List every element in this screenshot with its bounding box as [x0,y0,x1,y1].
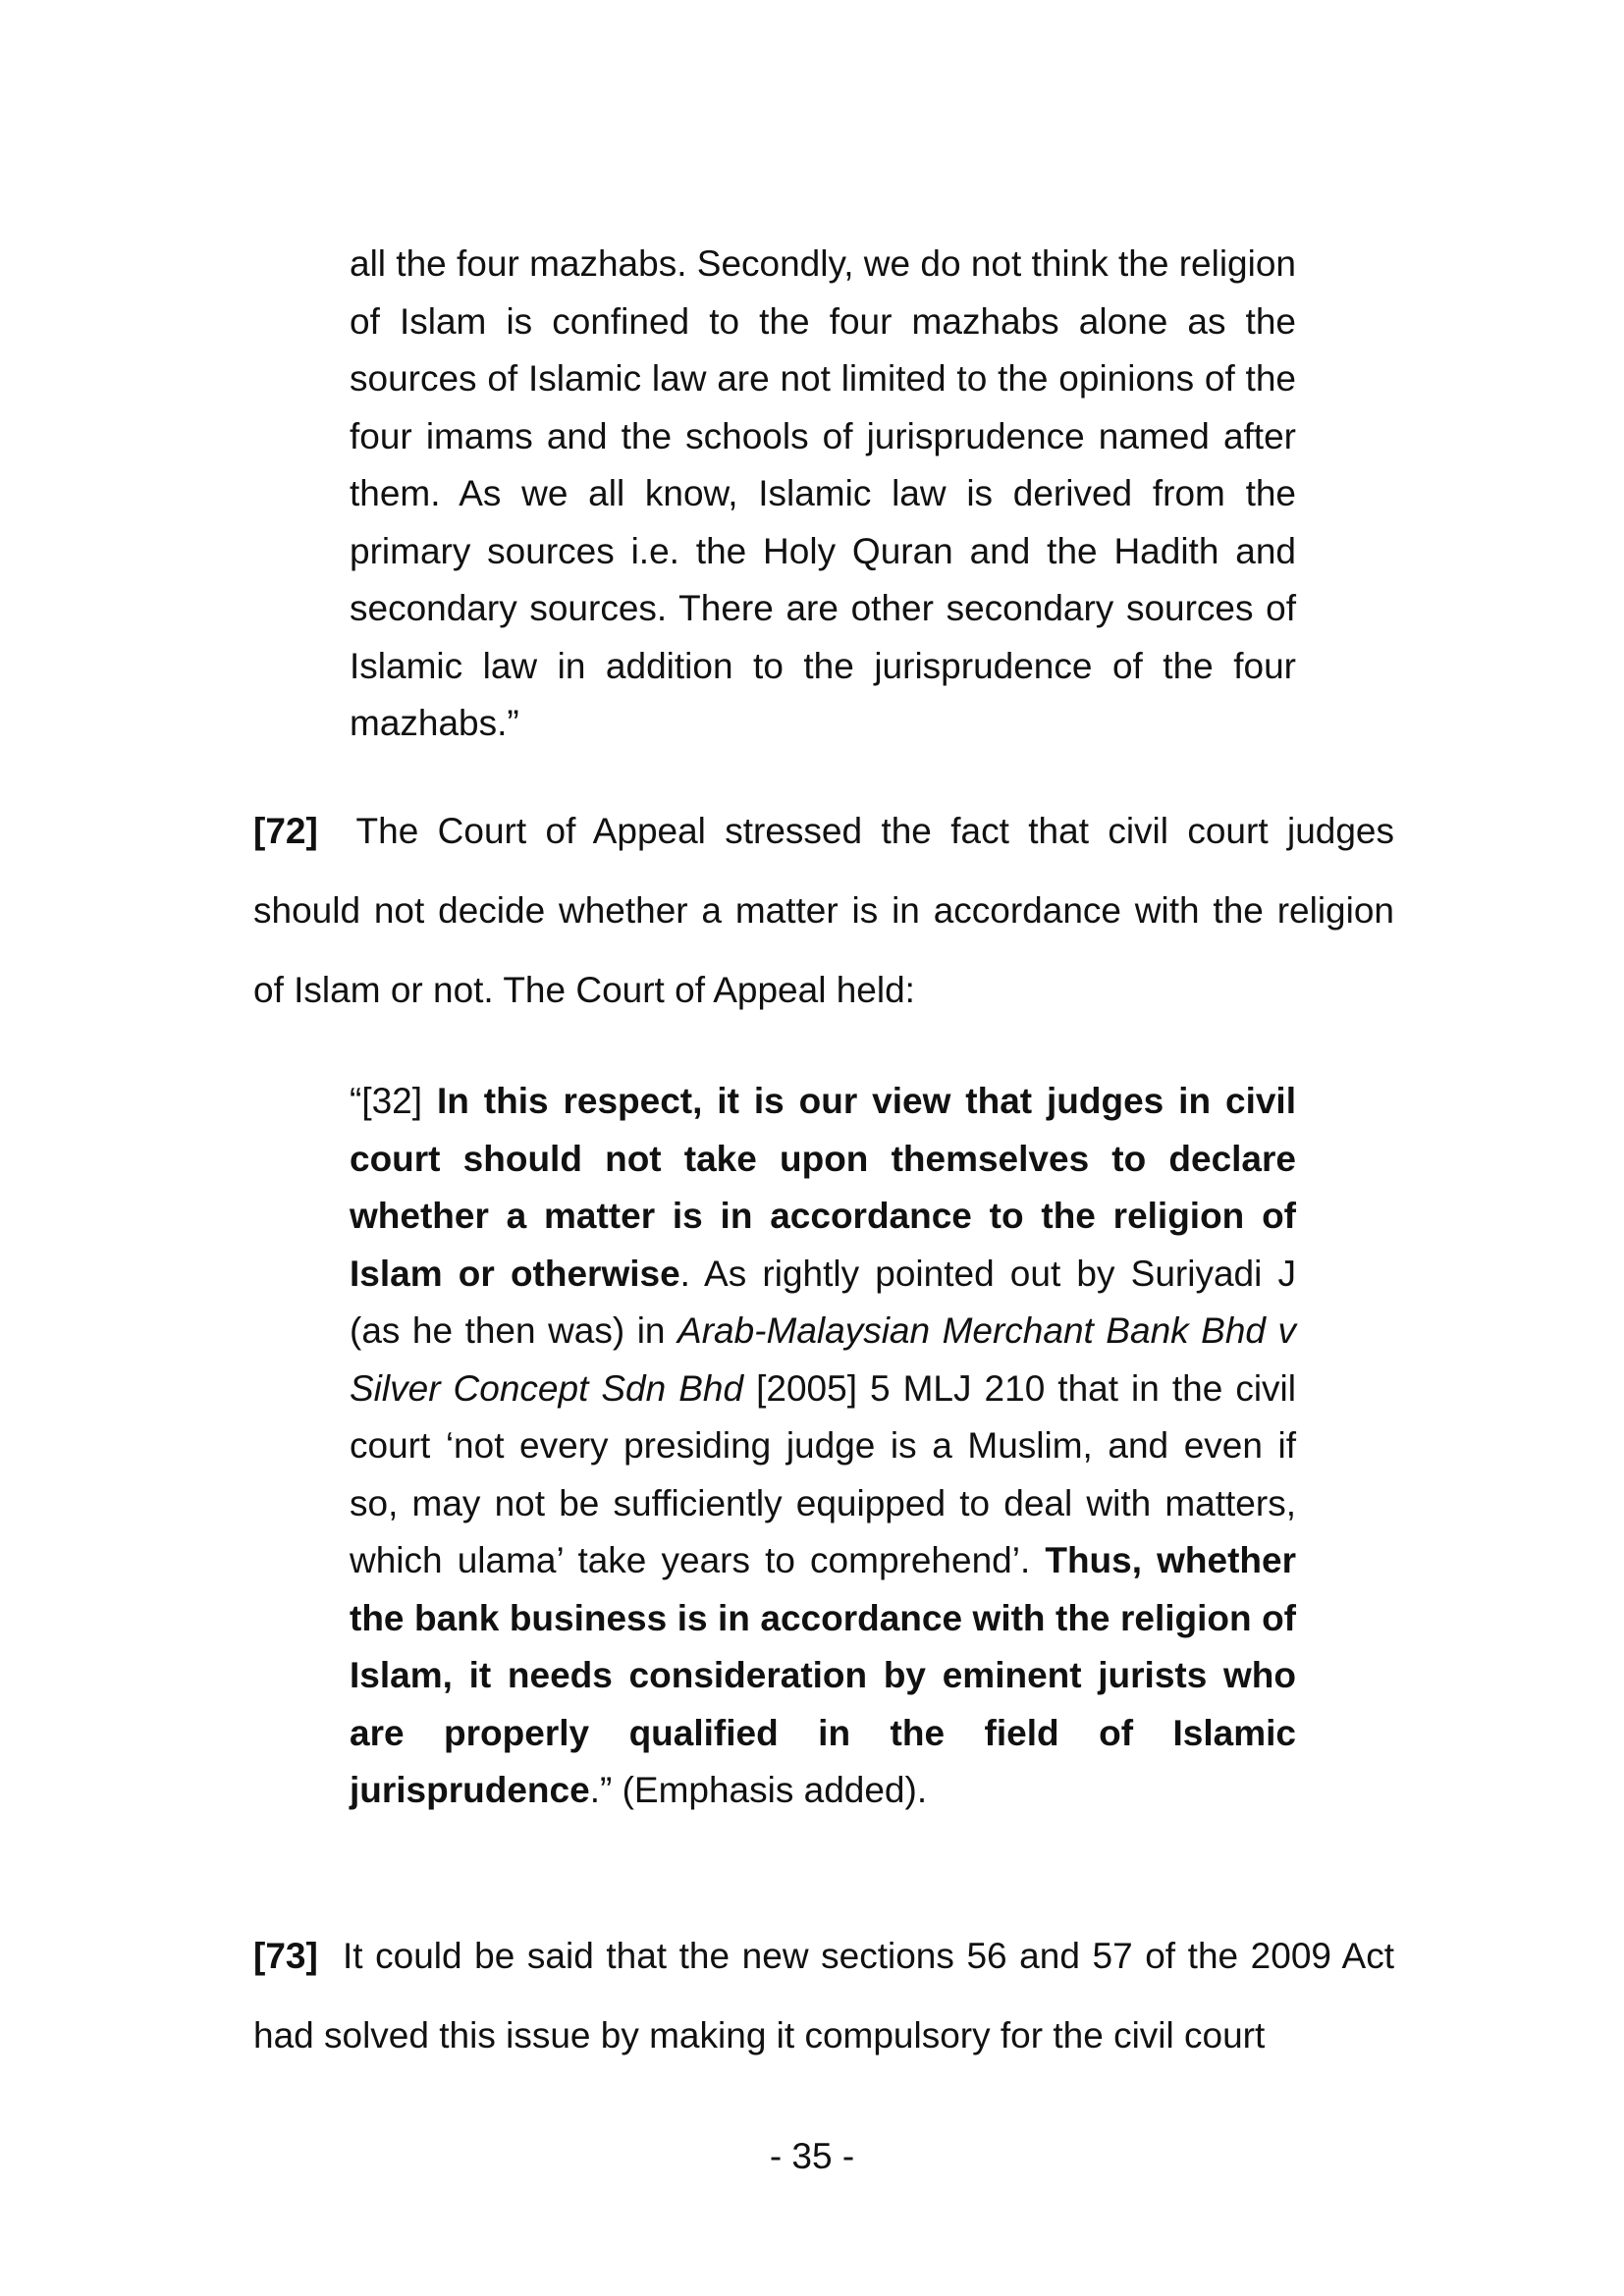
paragraph-number: [73] [253,1936,318,1976]
emphasis-text: Thus, whether the bank business is in accordance with the religion of Islam, it needs consideration by eminent jurists who are properly qualified in the field of Islamic jurisprudence [350,1540,1296,1810]
quote-text: [2005] 5 MLJ 210 that in the civil court ‘not every presiding judge is a Muslim, and even if so, may not be sufficiently equipped to deal with matters, which ulama’ take years to comprehend’. [350,1367,1296,1580]
paragraph-body [253,1916,1394,2075]
case-citation: Arab-Malaysian Merchant Bank Bhd v Silver Concept Sdn Bhd [350,1310,1296,1409]
emphasis-text: In this respect, it is our view that judges in civil court should not take upon themselves to declare whether a matter is in accordance to the religion of Islam or otherwise [350,1081,1296,1294]
paragraph-72 [253,791,1394,1030]
quote-body [350,1073,1296,1820]
paragraph-text: It could be said that the new sections 56 and 57 of the 2009 Act had solved this issue by making it compulsory for the civil court [253,1936,1394,2056]
paragraph-body [253,791,1394,1030]
block-quote-32 [350,1073,1296,1820]
quote-open: “[32] [350,1081,437,1121]
paragraph-73 [253,1916,1394,2075]
page-number: - 35 - [769,2136,855,2176]
quote-close: .” (Emphasis added). [589,1770,928,1810]
paragraph-number: [72] [253,811,318,851]
quote-text: . As rightly pointed out by Suriyadi J (as he then was) in [350,1253,1296,1351]
block-quote-continued [350,236,1296,753]
quote-text: all the four mazhabs. Secondly, we do not think the religion of Islam is confined to the four mazhabs alone as the sources of Islamic law are not limited to the opinions of the four imams and the schools of jurisprudence named after them. As we all know, Islamic law is derived from the primary sources i.e. the Holy Quran and the Hadith and secondary sources. There are other secondary sources of Islamic law in addition to the jurisprudence of the four mazhabs.” [350,243,1296,743]
paragraph-text: The Court of Appeal stressed the fact that civil court judges should not decide whether a matter is in accordance with the religion of Islam or not. The Court of Appeal held: [253,811,1395,1010]
